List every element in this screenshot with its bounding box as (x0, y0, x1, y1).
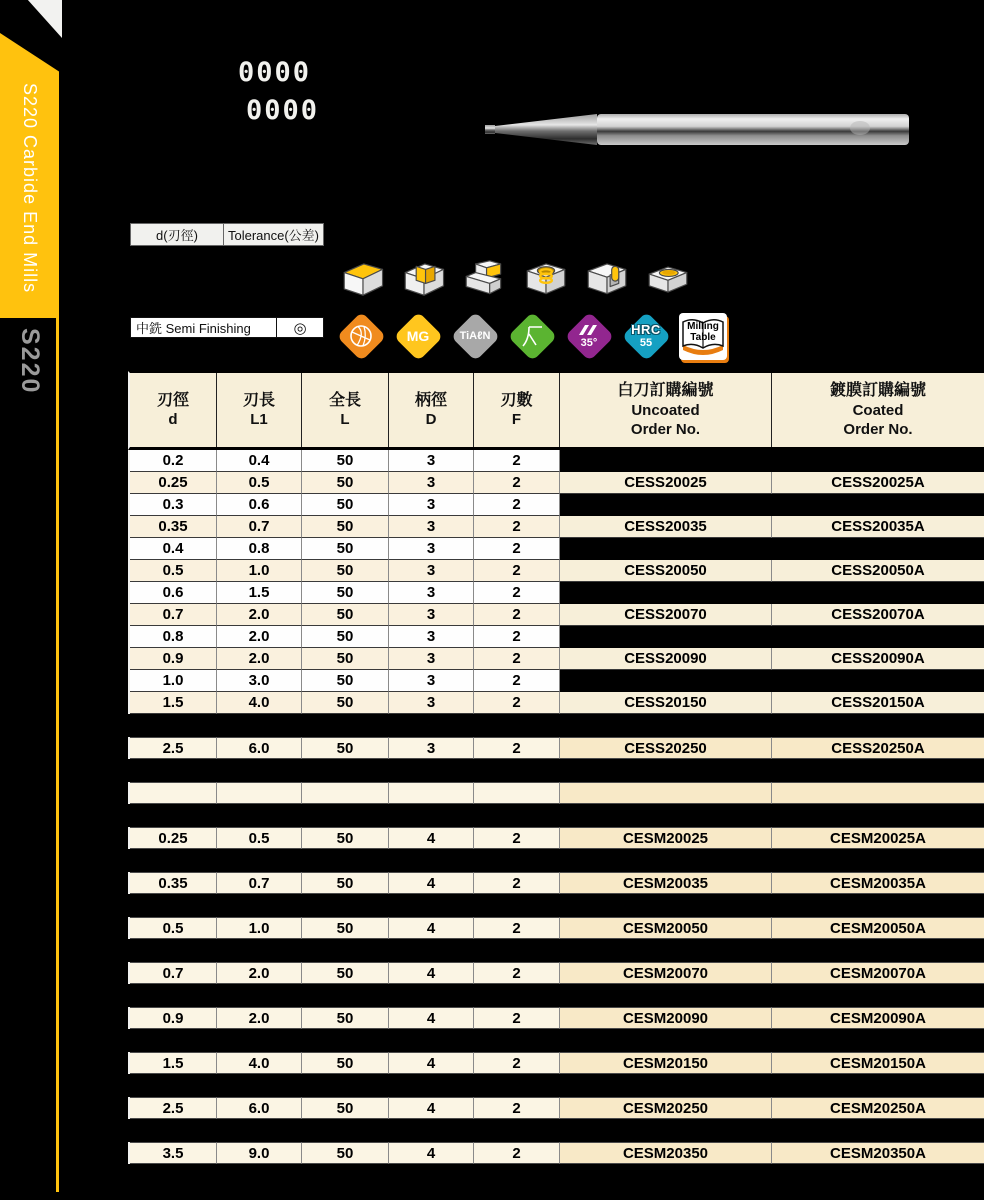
cell-f: 2 (474, 604, 560, 626)
cell-uncoated (560, 538, 772, 560)
spec-box (130, 223, 324, 246)
table-row (128, 827, 984, 849)
micro-grain-badge (394, 312, 442, 360)
cell-f: 2 (474, 737, 560, 759)
cell-d: 0.9 (130, 1007, 217, 1029)
cell-coated: CESS20050A (772, 560, 984, 582)
cell-l: 50 (302, 538, 389, 560)
cell-coated: CESM20250A (772, 1097, 984, 1119)
corner-geometry-badge (508, 312, 556, 360)
cell-uncoated (560, 626, 772, 648)
cell-l: 50 (302, 692, 389, 714)
cell-l1: 0.5 (217, 472, 302, 494)
cell-coated: CESM20150A (772, 1052, 984, 1074)
helical-milling-icon (521, 252, 571, 304)
cell-coated: CESS20250A (772, 737, 984, 759)
cell-f: 2 (474, 560, 560, 582)
cell-dia: 3 (389, 494, 474, 516)
table-row (128, 1142, 984, 1164)
cell-f: 2 (474, 670, 560, 692)
table-row (128, 582, 984, 604)
cell-dia: 4 (389, 827, 474, 849)
table-row (128, 516, 984, 538)
cell-d: 2.5 (130, 1097, 217, 1119)
cell-dia: 3 (389, 538, 474, 560)
cell-f: 2 (474, 692, 560, 714)
cell-f: 2 (474, 538, 560, 560)
cell-l: 50 (302, 604, 389, 626)
cell-l1: 0.7 (217, 516, 302, 538)
operation-icons-row (338, 252, 693, 304)
cell-coated (772, 538, 984, 560)
cell-l: 50 (302, 1007, 389, 1029)
cell-f: 2 (474, 1007, 560, 1029)
table-row (128, 450, 984, 472)
cell-d (130, 782, 217, 804)
cell-dia: 3 (389, 692, 474, 714)
cell-l (302, 782, 389, 804)
product-code-line2: 0000 (246, 95, 320, 126)
cell-d: 0.2 (130, 450, 217, 472)
product-code-line1: 0000 (238, 57, 312, 88)
cell-coated: CESM20070A (772, 962, 984, 984)
cell-dia: 3 (389, 626, 474, 648)
table-row (128, 604, 984, 626)
cell-dia: 3 (389, 582, 474, 604)
helix-angle-badge (565, 312, 613, 360)
cell-uncoated: CESM20150 (560, 1052, 772, 1074)
cell-f: 2 (474, 450, 560, 472)
cell-f: 2 (474, 962, 560, 984)
tool-tip (485, 125, 495, 134)
cell-d: 0.6 (130, 582, 217, 604)
carbide-material-badge (337, 312, 385, 360)
side-milling-icon (460, 252, 510, 304)
milling-table-badge (679, 313, 727, 360)
cell-l: 50 (302, 737, 389, 759)
cell-d: 0.5 (130, 917, 217, 939)
cell-uncoated (560, 670, 772, 692)
cell-f: 2 (474, 648, 560, 670)
cell-coated (772, 450, 984, 472)
cell-l1: 2.0 (217, 648, 302, 670)
cell-dia: 4 (389, 872, 474, 894)
cell-uncoated (560, 582, 772, 604)
sidebar-series-text: S220 (16, 328, 44, 395)
cell-dia: 4 (389, 962, 474, 984)
sidebar-title-text: S220 Carbide End Mills (20, 83, 40, 294)
header-overall-length: 全長 L (302, 373, 389, 447)
cell-coated (772, 494, 984, 516)
table-header (128, 371, 984, 450)
cell-dia: 3 (389, 450, 474, 472)
cell-f: 2 (474, 1097, 560, 1119)
cell-coated: CESS20150A (772, 692, 984, 714)
cell-l1: 4.0 (217, 692, 302, 714)
cell-coated: CESM20090A (772, 1007, 984, 1029)
cell-l1: 9.0 (217, 1142, 302, 1164)
cell-l1: 0.7 (217, 872, 302, 894)
cell-l1: 2.0 (217, 1007, 302, 1029)
cell-d: 0.8 (130, 626, 217, 648)
table-row (128, 494, 984, 516)
cell-coated: CESM20350A (772, 1142, 984, 1164)
cell-l: 50 (302, 827, 389, 849)
cell-coated (772, 626, 984, 648)
table-row (128, 1052, 984, 1074)
table-row (128, 872, 984, 894)
tialn-coating-badge (451, 312, 499, 360)
cell-f: 2 (474, 516, 560, 538)
cell-coated (772, 670, 984, 692)
cell-coated: CESS20090A (772, 648, 984, 670)
cell-dia: 3 (389, 516, 474, 538)
cell-uncoated: CESS20050 (560, 560, 772, 582)
finishing-box (130, 317, 324, 338)
cell-coated (772, 782, 984, 804)
finishing-mark: ◎ (276, 318, 323, 337)
table-row (128, 472, 984, 494)
cell-uncoated: CESM20350 (560, 1142, 772, 1164)
finishing-label: 中銑 Semi Finishing (136, 321, 251, 336)
cell-uncoated: CESM20025 (560, 827, 772, 849)
cell-l1 (217, 782, 302, 804)
cell-uncoated: CESM20250 (560, 1097, 772, 1119)
cell-uncoated: CESM20070 (560, 962, 772, 984)
cell-l: 50 (302, 516, 389, 538)
cell-l1: 3.0 (217, 670, 302, 692)
hrc-label: HRC (631, 322, 661, 337)
cell-d: 0.4 (130, 538, 217, 560)
cell-f (474, 782, 560, 804)
spec-table (128, 371, 984, 1164)
table-row (128, 737, 984, 759)
cell-f: 2 (474, 872, 560, 894)
cell-l1: 2.0 (217, 962, 302, 984)
cell-d: 1.5 (130, 692, 217, 714)
header-shank-diameter: 柄徑 D (389, 373, 474, 447)
cell-dia: 3 (389, 604, 474, 626)
cell-uncoated: CESM20090 (560, 1007, 772, 1029)
cell-coated: CESM20025A (772, 827, 984, 849)
cell-l1: 6.0 (217, 737, 302, 759)
table-row (128, 962, 984, 984)
cell-l1: 6.0 (217, 1097, 302, 1119)
cell-uncoated: CESS20035 (560, 516, 772, 538)
cell-l: 50 (302, 1097, 389, 1119)
cell-d: 0.5 (130, 560, 217, 582)
carbide-grain-icon (348, 323, 374, 349)
cell-l1: 4.0 (217, 1052, 302, 1074)
cell-dia: 4 (389, 917, 474, 939)
cell-d: 0.35 (130, 872, 217, 894)
milling-table-label-line2: Table (690, 331, 716, 343)
cell-l1: 1.0 (217, 560, 302, 582)
face-milling-icon (338, 252, 388, 304)
cell-d: 1.0 (130, 670, 217, 692)
milling-table-label-line1: Milling (687, 320, 719, 332)
cell-d: 0.35 (130, 516, 217, 538)
header-coated-order: 鍍膜訂購編號 Coated Order No. (829, 382, 926, 438)
cell-d: 0.25 (130, 472, 217, 494)
cell-d: 0.25 (130, 827, 217, 849)
cell-d: 2.5 (130, 737, 217, 759)
slot-milling-icon (399, 252, 449, 304)
cell-uncoated: CESS20070 (560, 604, 772, 626)
tool-logo-mark (850, 121, 870, 135)
cell-l: 50 (302, 494, 389, 516)
cell-l: 50 (302, 872, 389, 894)
cell-d: 0.7 (130, 604, 217, 626)
cell-f: 2 (474, 1142, 560, 1164)
table-row (128, 917, 984, 939)
cell-l: 50 (302, 560, 389, 582)
cell-d: 0.7 (130, 962, 217, 984)
spec-box-diameter-label: d(刃徑) (131, 224, 224, 245)
corner-profile-icon (519, 323, 545, 349)
cell-uncoated (560, 450, 772, 472)
table-row (128, 626, 984, 648)
cell-d: 3.5 (130, 1142, 217, 1164)
table-row (128, 670, 984, 692)
sidebar-series (0, 328, 59, 394)
cell-l: 50 (302, 582, 389, 604)
cell-f: 2 (474, 472, 560, 494)
table-row (128, 692, 984, 714)
cell-dia: 3 (389, 560, 474, 582)
cell-l: 50 (302, 648, 389, 670)
cell-f: 2 (474, 626, 560, 648)
badges-row (337, 311, 727, 361)
cell-f: 2 (474, 827, 560, 849)
cell-dia: 4 (389, 1097, 474, 1119)
cell-coated: CESM20035A (772, 872, 984, 894)
cell-l1: 0.8 (217, 538, 302, 560)
cell-d: 0.3 (130, 494, 217, 516)
cell-f: 2 (474, 917, 560, 939)
cell-dia (389, 782, 474, 804)
cell-f: 2 (474, 494, 560, 516)
cell-dia: 3 (389, 472, 474, 494)
sidebar-yellow-line (56, 318, 59, 1192)
table-row (128, 538, 984, 560)
cell-l1: 2.0 (217, 626, 302, 648)
cell-coated: CESS20025A (772, 472, 984, 494)
cell-uncoated (560, 782, 772, 804)
cell-uncoated: CESM20050 (560, 917, 772, 939)
helix-angle-label: 35° (580, 336, 598, 349)
cell-l: 50 (302, 962, 389, 984)
cell-coated: CESS20070A (772, 604, 984, 626)
table-row (128, 1007, 984, 1029)
cell-l1: 0.4 (217, 450, 302, 472)
pocket-milling-icon (643, 252, 693, 304)
cell-coated (772, 582, 984, 604)
cell-uncoated: CESS20090 (560, 648, 772, 670)
plunge-milling-icon (582, 252, 632, 304)
cell-l: 50 (302, 626, 389, 648)
cell-l1: 1.5 (217, 582, 302, 604)
cell-d: 1.5 (130, 1052, 217, 1074)
cell-dia: 4 (389, 1052, 474, 1074)
table-body (128, 450, 984, 1164)
table-row (128, 782, 984, 804)
cell-l: 50 (302, 670, 389, 692)
spec-box-tolerance-label: Tolerance(公差) (227, 228, 320, 243)
table-row (128, 648, 984, 670)
cell-uncoated: CESM20035 (560, 872, 772, 894)
cell-l1: 2.0 (217, 604, 302, 626)
cell-l1: 0.5 (217, 827, 302, 849)
cell-f: 2 (474, 582, 560, 604)
header-flute-count: 刃數 F (474, 373, 560, 447)
cell-l: 50 (302, 917, 389, 939)
helix-flutes-icon (577, 324, 601, 336)
cell-dia: 3 (389, 648, 474, 670)
table-row (128, 1097, 984, 1119)
cell-dia: 3 (389, 670, 474, 692)
cell-dia: 4 (389, 1142, 474, 1164)
hardness-badge (622, 312, 670, 360)
cell-l1: 1.0 (217, 917, 302, 939)
cell-coated: CESS20035A (772, 516, 984, 538)
cell-l: 50 (302, 472, 389, 494)
cell-l: 50 (302, 1142, 389, 1164)
mg-label: MG (406, 328, 430, 344)
end-mill-photo (482, 106, 914, 154)
cell-uncoated (560, 494, 772, 516)
tialn-label: TiAℓN (459, 329, 491, 342)
cell-l: 50 (302, 1052, 389, 1074)
cell-dia: 3 (389, 737, 474, 759)
cell-l: 50 (302, 450, 389, 472)
cell-dia: 4 (389, 1007, 474, 1029)
table-row (128, 560, 984, 582)
cell-d: 0.9 (130, 648, 217, 670)
cell-uncoated: CESS20250 (560, 737, 772, 759)
cell-uncoated: CESS20150 (560, 692, 772, 714)
tool-taper (495, 114, 597, 145)
header-uncoated-order: 白刀訂購編號 Uncoated Order No. (560, 373, 772, 447)
cell-coated: CESM20050A (772, 917, 984, 939)
cell-f: 2 (474, 1052, 560, 1074)
cell-l1: 0.6 (217, 494, 302, 516)
sidebar-title (0, 33, 59, 318)
cell-uncoated: CESS20025 (560, 472, 772, 494)
header-flute-length: 刃長 L1 (217, 373, 302, 447)
header-diameter: 刃徑 d (130, 373, 217, 447)
hrc-value: 55 (639, 337, 653, 349)
